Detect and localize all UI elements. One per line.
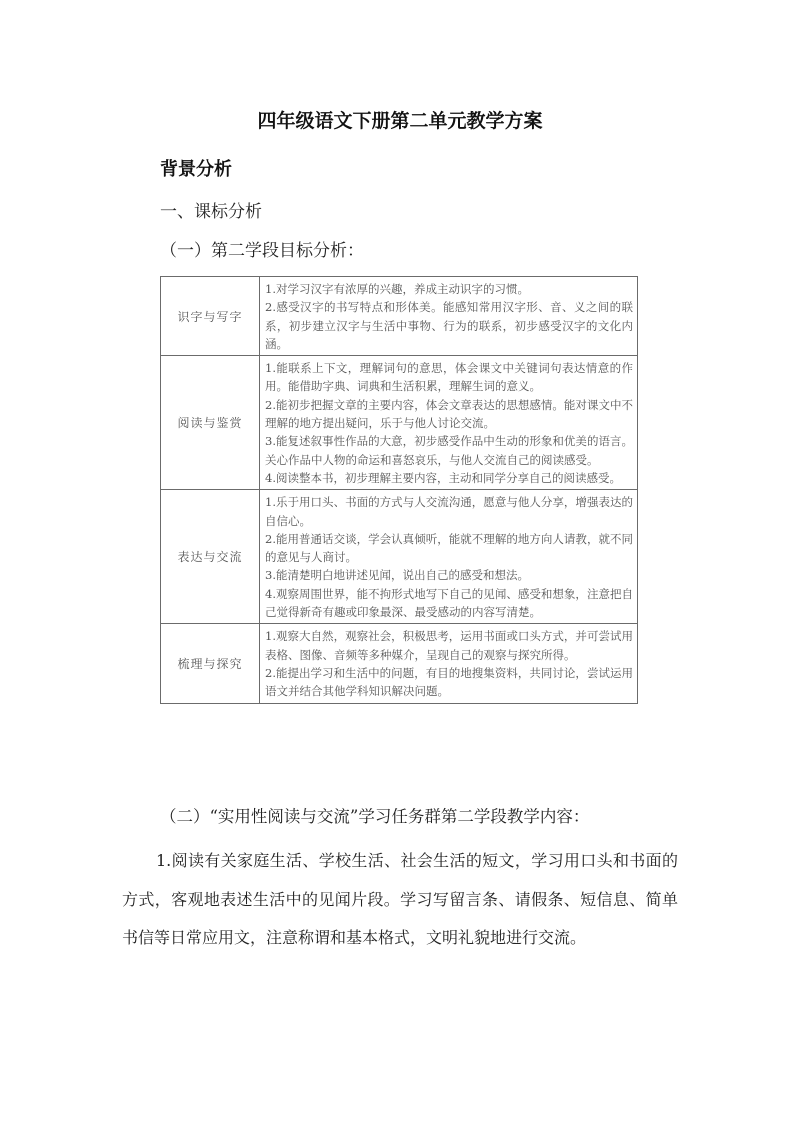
table-category-cell: 表达与交流 [161, 490, 260, 624]
table-item: 1.乐于用口头、书面的方式与人交流沟通，愿意与他人分享，增强表达的自信心。 [265, 495, 633, 528]
table-item: 2.能提出学习和生活中的问题，有目的地搜集资料，共同讨论，尝试运用语文并结合其他学科知识解决问题。 [265, 665, 633, 699]
table-content-cell [260, 356, 638, 490]
table-item: 4.观察周围世界，能不拘形式地写下自己的见闻、感受和想象，注意把自己觉得新奇有趣或印象最深、最受感动的内容写清楚。 [265, 586, 633, 620]
heading-curriculum-analysis: 一、课标分析 [160, 202, 262, 222]
heading-task-group: （二）“实用性阅读与交流”学习任务群第二学段教学内容： [160, 807, 590, 826]
table-content-cell [260, 624, 638, 703]
heading-stage-goals: （一）第二学段目标分析： [160, 241, 364, 261]
table-item: 1.对学习汉字有浓厚的兴趣，养成主动识字的习惯。 [265, 282, 529, 296]
table-row [161, 356, 638, 490]
table-item: 1.能联系上下文，理解词句的意思，体会课文中关键词句表达情意的作用。能借助字典、词典和生活积累，理解生词的意义。 [265, 361, 633, 394]
table-row [161, 624, 638, 703]
table-content-cell [260, 490, 638, 624]
table-content-cell [260, 277, 638, 356]
table-item: 1.观察大自然，观察社会，积极思考，运用书面或口头方式，并可尝试用表格、图像、音频等多种媒介，呈现自己的观察与探究所得。 [265, 629, 633, 662]
table-item: 2.感受汉字的书写特点和形体美。能感知常用汉字形、音、义之间的联系，初步建立汉字与生活中事物、行为的联系，初步感受汉字的文化内涵。 [265, 300, 633, 351]
goals-table [160, 276, 638, 704]
table-category-cell: 梳理与探究 [161, 624, 260, 703]
body-paragraph: 1.阅读有关家庭生活、学校生活、社会生活的短文，学习用口头和书面的方式，客观地表述生活中的见闻片段。学习写留言条、请假条、短信息、简单书信等日常应用文，注意称谓和基本格式，文明礼貌地进行交流。 [122, 851, 678, 947]
table-item: 2.能用普通话交谈，学会认真倾听，能就不理解的地方向人请教，就不同的意见与人商讨。 [265, 531, 633, 565]
table-item: 4.阅读整本书，初步理解主要内容，主动和同学分享自己的阅读感受。 [265, 470, 621, 485]
table-row [161, 490, 638, 624]
table-category-cell: 识字与写字 [161, 277, 260, 356]
document-title: 四年级语文下册第二单元教学方案 [257, 110, 543, 132]
section-heading: 背景分析 [160, 159, 232, 180]
table-row [161, 277, 638, 356]
table-item: 3.能清楚明白地讲述见闻，说出自己的感受和想法。 [265, 568, 529, 583]
table-category-cell: 阅读与鉴赏 [161, 356, 260, 490]
table-item: 2.能初步把握文章的主要内容，体会文章表达的思想感情。能对课文中不理解的地方提出疑问，乐于与他人讨论交流。 [265, 397, 633, 431]
table-item: 3.能复述叙事性作品的大意，初步感受作品中生动的形象和优美的语言。关心作品中人物的命运和喜怒哀乐，与他人交流自己的阅读感受。 [265, 434, 633, 467]
